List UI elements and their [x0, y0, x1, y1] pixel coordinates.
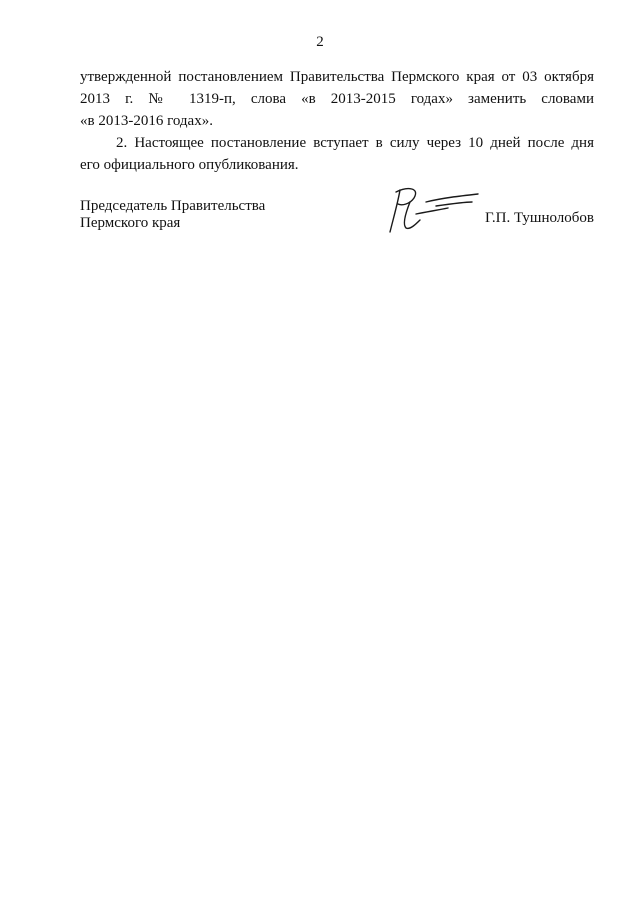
- signatory-title-line: Пермского края: [80, 215, 181, 231]
- signature-block: [80, 198, 594, 238]
- paragraph-line: 2013 г. № 1319-п, слова «в 2013-2015 годах» заменить словами: [80, 91, 594, 107]
- signatory-title: [80, 198, 265, 232]
- paragraph-line: 2. Настоящее постановление вступает в силу через 10 дней после дня: [116, 135, 594, 151]
- paragraph-line: утвержденной постановлением Правительства Пермского края от 03 октября: [80, 69, 594, 85]
- paragraph-line: «в 2013-2016 годах».: [80, 113, 213, 129]
- signatory-name: Г.П. Тушнолобов: [484, 210, 594, 226]
- paragraph-line: его официального опубликования.: [80, 157, 299, 173]
- paragraph-effective-date: [80, 132, 594, 176]
- signatory-title-line: Председатель Правительства: [80, 198, 266, 214]
- page-number: 2: [316, 34, 324, 50]
- handwritten-signature-icon: [386, 184, 486, 236]
- paragraph-amendment: [80, 66, 594, 132]
- document-body: [80, 66, 594, 176]
